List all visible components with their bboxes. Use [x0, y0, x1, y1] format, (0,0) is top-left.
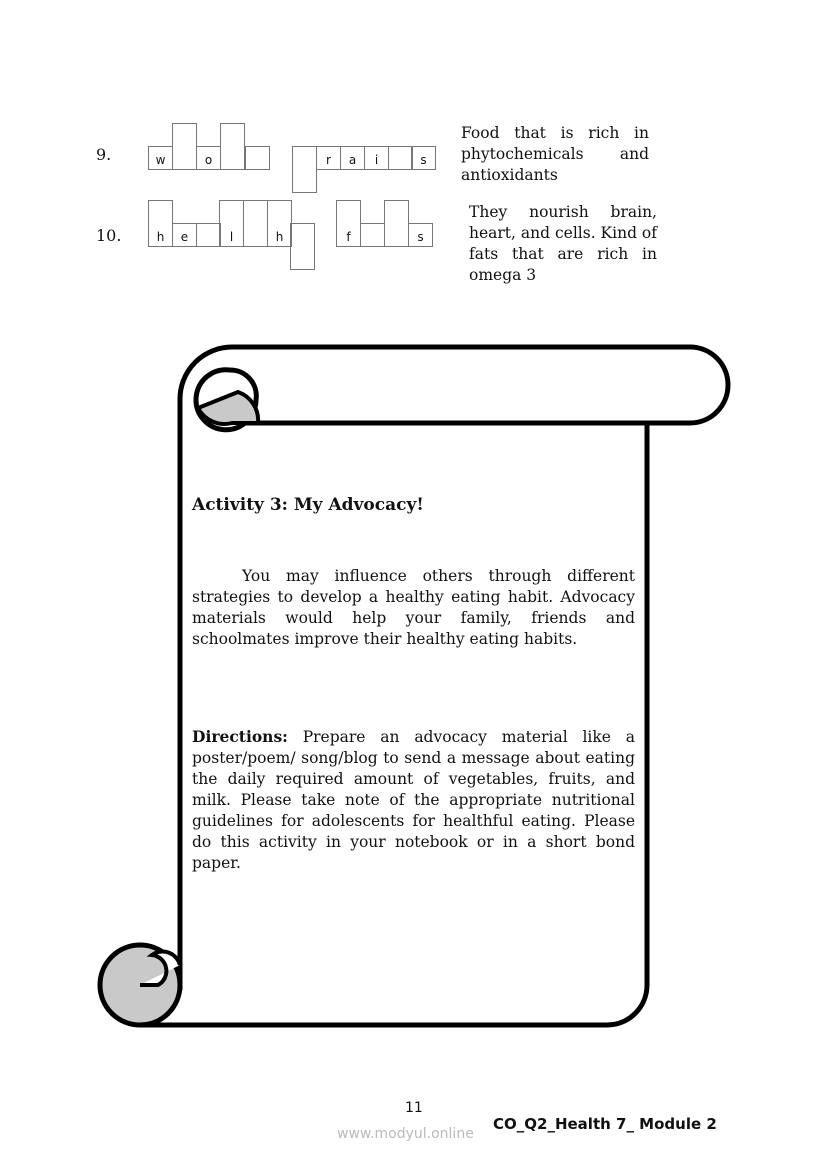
- puzzle-box[interactable]: w: [148, 146, 173, 170]
- puzzle-box[interactable]: s: [408, 223, 433, 247]
- activity-directions: [192, 726, 635, 874]
- directions-text: Prepare an advocacy material like a poster/poem/ song/blog to send a message about eating the daily required amount of vegetables, fruits, and milk. Please take note of the appropriate nutritional guidelines for adolescents for healthful eating. Please do this activity in your notebook or in a short bond paper.: [192, 728, 635, 872]
- module-label: CO_Q2_Health 7_ Module 2: [493, 1115, 717, 1133]
- puzzle-box[interactable]: i: [364, 146, 389, 170]
- activity-title: Activity 3: My Advocacy!: [192, 495, 424, 515]
- item-number: 9.: [96, 145, 112, 164]
- clue-text: They nourish brain, heart, and cells. Kind of fats that are rich in omega 3: [469, 203, 657, 284]
- activity-intro: You may influence others through different strategies to develop a healthy eating habit. Advocacy materials would help your family, friends and schoolmates improve their healthy eating habits.: [192, 567, 635, 648]
- item-number: 10.: [96, 226, 122, 245]
- watermark: www.modyul.online: [337, 1126, 474, 1142]
- puzzle-box[interactable]: l: [219, 200, 244, 247]
- puzzle-box[interactable]: h: [267, 200, 292, 247]
- puzzle-box[interactable]: h: [148, 200, 173, 247]
- puzzle-box[interactable]: o: [196, 146, 221, 170]
- puzzle-box[interactable]: a: [340, 146, 365, 170]
- directions-label: Directions:: [192, 727, 288, 746]
- puzzle-box[interactable]: r: [316, 146, 341, 170]
- puzzle-box[interactable]: e: [172, 223, 197, 247]
- puzzle-box[interactable]: s: [411, 146, 436, 170]
- puzzle-box[interactable]: f: [336, 200, 361, 247]
- page-number: 11: [405, 1100, 423, 1116]
- clue-text: Food that is rich in phytochemicals and antioxidants: [461, 124, 649, 184]
